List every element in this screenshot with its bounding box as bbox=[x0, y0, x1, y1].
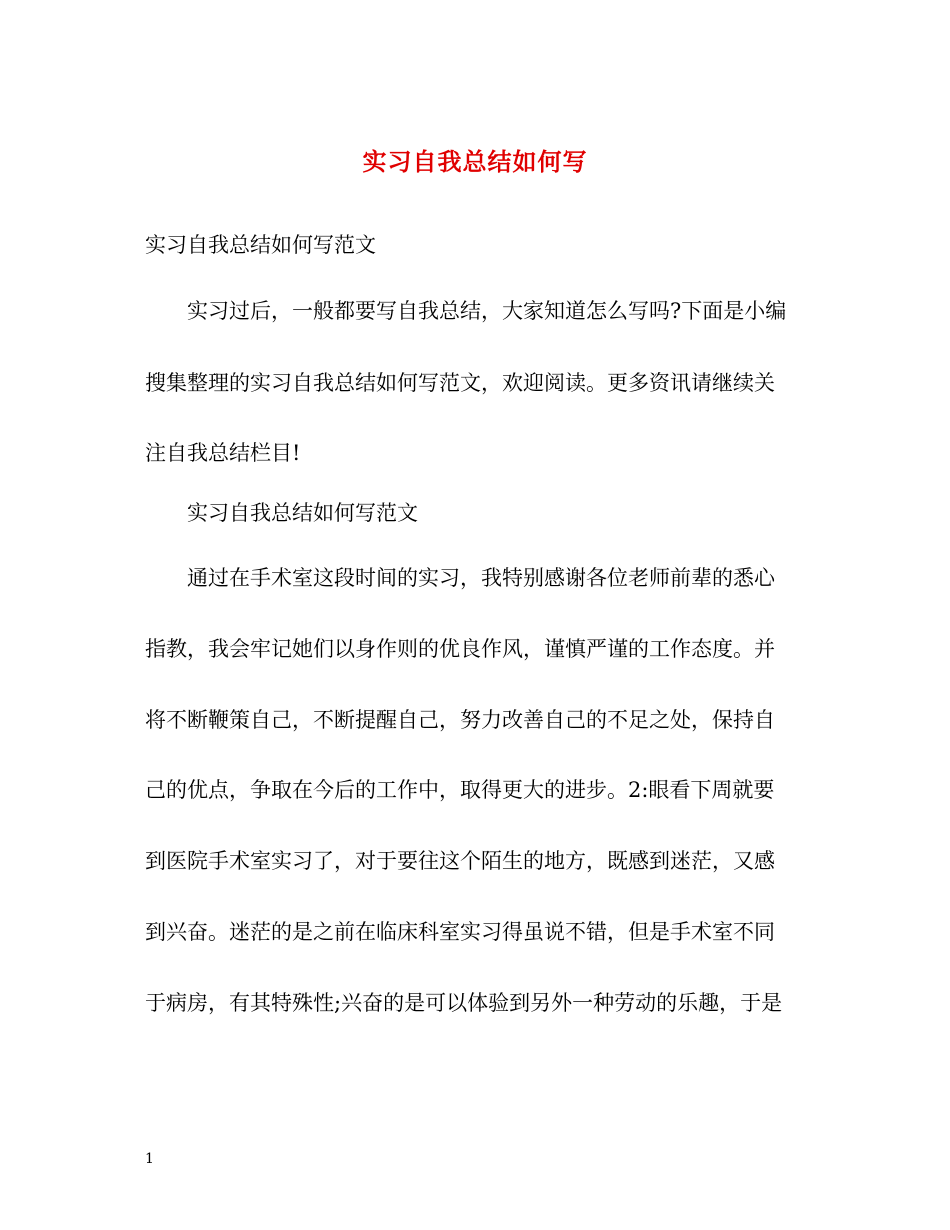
paragraph-line: 于病房，有其特殊性;兴奋的是可以体验到另外一种劳动的乐趣，于是 bbox=[145, 991, 783, 1015]
paragraph-line: 将不断鞭策自己，不断提醒自己，努力改善自己的不足之处，保持自 bbox=[145, 708, 775, 732]
paragraph-line: 己的优点，争取在今后的工作中，取得更大的进步。2:眼看下周就要 bbox=[145, 778, 775, 802]
paragraph-line: 指教，我会牢记她们以身作则的优良作风，谨慎严谨的工作态度。并 bbox=[145, 637, 775, 661]
document-subtitle: 实习自我总结如何写范文 bbox=[145, 233, 376, 257]
document-title: 实习自我总结如何写 bbox=[362, 147, 588, 176]
paragraph-line: 注自我总结栏目! bbox=[145, 441, 301, 465]
paragraph-line: 到医院手术室实习了，对于要往这个陌生的地方，既感到迷茫，又感 bbox=[145, 849, 775, 873]
page-number: 1 bbox=[145, 1151, 154, 1167]
section-heading: 实习自我总结如何写范文 bbox=[187, 501, 418, 525]
paragraph-line: 到兴奋。迷茫的是之前在临床科室实习得虽说不错，但是手术室不同 bbox=[145, 920, 775, 944]
paragraph-line: 搜集整理的实习自我总结如何写范文，欢迎阅读。更多资讯请继续关 bbox=[145, 371, 775, 395]
paragraph-line: 实习过后，一般都要写自我总结，大家知道怎么写吗?下面是小编 bbox=[187, 299, 787, 323]
paragraph-line: 通过在手术室这段时间的实习，我特别感谢各位老师前辈的悉心 bbox=[187, 566, 775, 590]
